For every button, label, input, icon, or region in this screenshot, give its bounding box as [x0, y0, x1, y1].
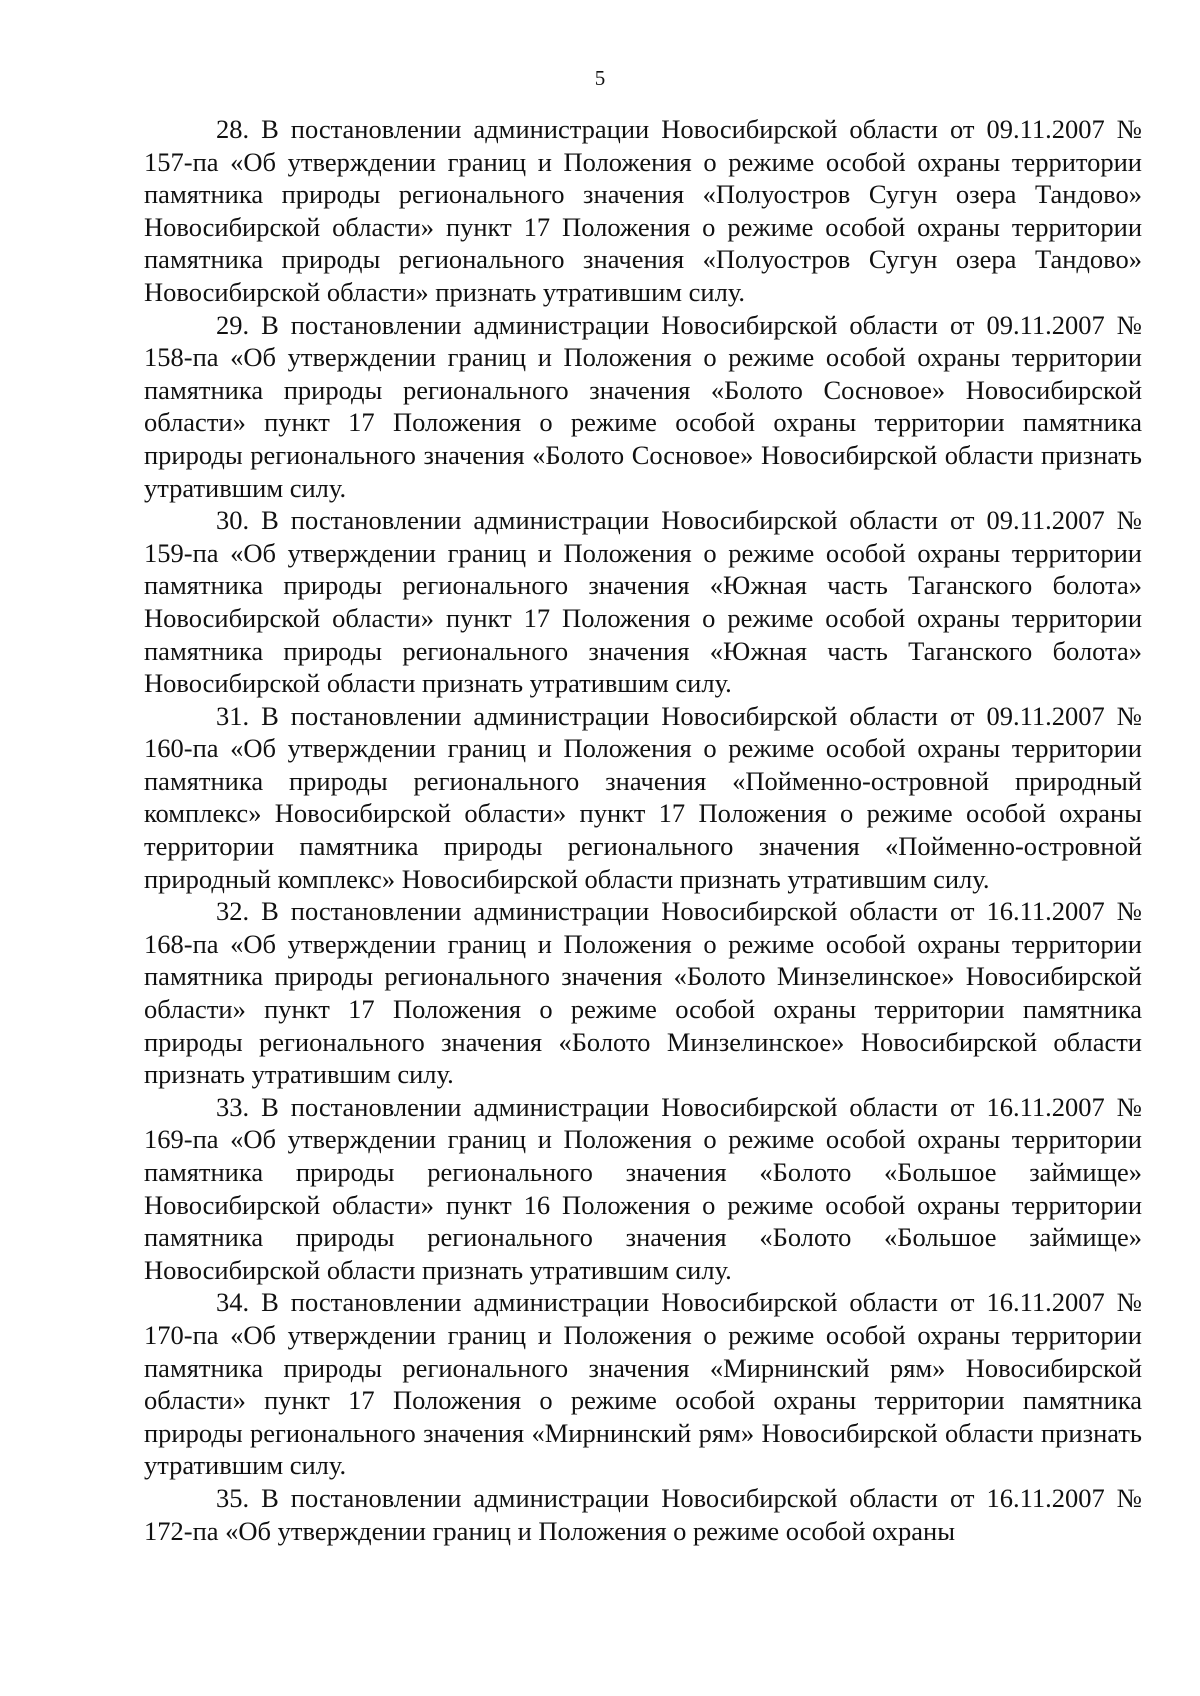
- paragraph-number: 34.: [216, 1287, 250, 1318]
- paragraph-33: [144, 1091, 1142, 1287]
- paragraph-text: В постановлении администрации Новосибирской области от 09.11.2007 № 158-па «Об утверждении границ и Положения о режиме особой охраны территории памятника природы регионального значения «Болото Сосновое» Новосибирской области» пункт 17 Положения о режиме особой охраны территории памятника природы регионального значения «Болото Сосновое» Новосибирской области признать утратившим силу.: [144, 309, 1142, 503]
- paragraph-text: В постановлении администрации Новосибирской области от 16.11.2007 № 169-па «Об утверждении границ и Положения о режиме особой охраны территории памятника природы регионального значения «Болото «Большое займище» Новосибирской области» пункт 16 Положения о режиме особой охраны территории памятника природы регионального значения «Болото «Большое займище» Новосибирской области признать утратившим силу.: [144, 1091, 1142, 1285]
- page-number: 5: [594, 66, 606, 90]
- paragraph-text: В постановлении администрации Новосибирской области от 16.11.2007 № 172-па «Об утверждении границ и Положения о режиме особой охраны: [144, 1482, 1142, 1546]
- paragraph-34: [144, 1286, 1142, 1482]
- paragraph-number: 31.: [216, 700, 250, 731]
- paragraph-number: 30.: [216, 505, 250, 536]
- paragraph-number: 29.: [216, 309, 250, 340]
- paragraph-30: [144, 504, 1142, 700]
- paragraph-number: 33.: [216, 1091, 250, 1122]
- paragraph-35: [144, 1482, 1142, 1547]
- paragraph-32: [144, 895, 1142, 1091]
- paragraph-number: 28.: [216, 114, 250, 144]
- paragraph-29: [144, 309, 1142, 505]
- document-body: [144, 113, 1142, 1547]
- paragraph-text: В постановлении администрации Новосибирской области от 09.11.2007 № 157-па «Об утверждении границ и Положения о режиме особой охраны территории памятника природы регионального значения «Полуостров Сугун озера Тандово» Новосибирской области» пункт 17 Положения о режиме особой охраны территории памятника природы регионального значения «Полуостров Сугун озера Тандово» Новосибирской области» признать утратившим силу.: [144, 114, 1142, 307]
- paragraph-number: 32.: [216, 896, 250, 927]
- paragraph-text: В постановлении администрации Новосибирской области от 16.11.2007 № 168-па «Об утверждении границ и Положения о режиме особой охраны территории памятника природы регионального значения «Болото Минзелинское» Новосибирской области» пункт 17 Положения о режиме особой охраны территории памятника природы регионального значения «Болото Минзелинское» Новосибирской области признать утратившим силу.: [144, 896, 1142, 1090]
- paragraph-number: 35.: [216, 1482, 250, 1513]
- paragraph-31: [144, 700, 1142, 896]
- paragraph-text: В постановлении администрации Новосибирской области от 16.11.2007 № 170-па «Об утверждении границ и Положения о режиме особой охраны территории памятника природы регионального значения «Мирнинский рям» Новосибирской области» пункт 17 Положения о режиме особой охраны территории памятника природы регионального значения «Мирнинский рям» Новосибирской области признать утратившим силу.: [144, 1287, 1142, 1481]
- paragraph-text: В постановлении администрации Новосибирской области от 09.11.2007 № 160-па «Об утверждении границ и Положения о режиме особой охраны территории памятника природы регионального значения «Пойменно-островной природный комплекс» Новосибирской области» пункт 17 Положения о режиме особой охраны территории памятника природы регионального значения «Пойменно-островной природный комплекс» Новосибирской области признать утратившим силу.: [144, 700, 1142, 894]
- paragraph-text: В постановлении администрации Новосибирской области от 09.11.2007 № 159-па «Об утверждении границ и Положения о режиме особой охраны территории памятника природы регионального значения «Южная часть Таганского болота» Новосибирской области» пункт 17 Положения о режиме особой охраны территории памятника природы регионального значения «Южная часть Таганского болота» Новосибирской области признать утратившим силу.: [144, 505, 1142, 699]
- paragraph-28: [144, 113, 1142, 309]
